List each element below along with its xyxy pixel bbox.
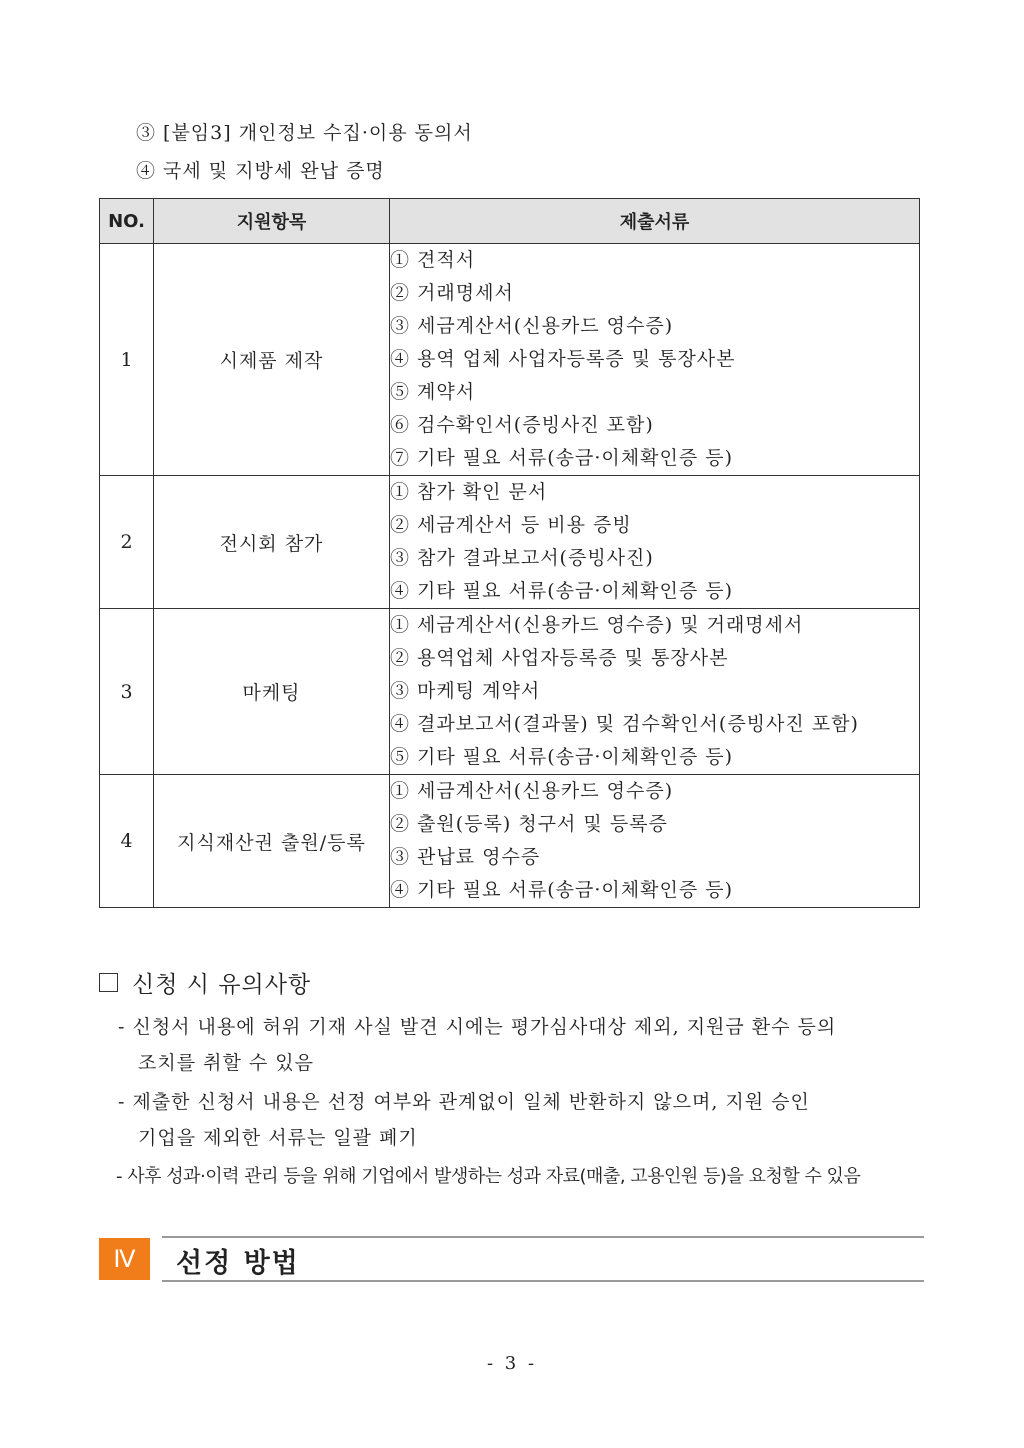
support-item: 지식재산권 출원/등록 <box>154 775 390 908</box>
notice-heading <box>99 966 311 999</box>
section-divider-top <box>162 1236 924 1238</box>
document-item: ② 출원(등록) 청구서 및 등록증 <box>390 813 668 835</box>
notice-bullet-no-return-cont: 기업을 제외한 서류는 일괄 폐기 <box>138 1127 418 1149</box>
document-item: ① 세금계산서(신용카드 영수증) 및 거래명세서 <box>390 614 804 636</box>
header-submission-docs: 제출서류 <box>390 199 920 244</box>
section-title: 선정 방법 <box>176 1248 300 1279</box>
document-list <box>390 476 920 609</box>
document-item: ① 견적서 <box>390 249 476 271</box>
document-item: ⑤ 계약서 <box>390 381 476 403</box>
document-item: ⑤ 기타 필요 서류(송금·이체확인증 등) <box>390 746 733 768</box>
document-item: ③ 마케팅 계약서 <box>390 680 541 702</box>
row-number: 4 <box>100 775 154 908</box>
document-item: ③ 세금계산서(신용카드 영수증) <box>390 315 674 337</box>
row-number: 2 <box>100 476 154 609</box>
document-item: ② 용역업체 사업자등록증 및 통장사본 <box>390 647 729 669</box>
document-item: ③ 참가 결과보고서(증빙사진) <box>390 547 654 569</box>
table-row <box>100 609 920 775</box>
document-item: ① 참가 확인 문서 <box>390 481 548 503</box>
required-documents-table <box>99 198 920 908</box>
notice-bullet-performance-data: - 사후 성과·이력 관리 등을 위해 기업에서 발생하는 성과 자료(매출, 고용인원 등)을 요청할 수 있음 <box>116 1166 861 1187</box>
document-item: ④ 결과보고서(결과물) 및 검수확인서(증빙사진 포함) <box>390 713 859 735</box>
section-divider-bottom <box>162 1280 924 1282</box>
table-row <box>100 775 920 908</box>
document-item: ① 세금계산서(신용카드 영수증) <box>390 780 674 802</box>
page-number: - 3 - <box>486 1353 538 1374</box>
table-row <box>100 476 920 609</box>
document-item: ⑥ 검수확인서(증빙사진 포함) <box>390 414 654 436</box>
header-no: NO. <box>100 199 154 244</box>
intro-item-tax-proof: ④ 국세 및 지방세 완납 증명 <box>136 160 385 182</box>
notice-bullet-false-info-cont: 조치를 취할 수 있음 <box>138 1052 314 1074</box>
section-number-badge: Ⅳ <box>99 1238 150 1280</box>
row-number: 1 <box>100 244 154 476</box>
support-item: 마케팅 <box>154 609 390 775</box>
document-item: ② 거래명세서 <box>390 282 514 304</box>
document-item: ③ 관납료 영수증 <box>390 846 541 868</box>
document-list <box>390 244 920 476</box>
document-list <box>390 775 920 908</box>
document-item: ④ 용역 업체 사업자등록증 및 통장사본 <box>390 348 736 370</box>
notice-bullet-no-return: - 제출한 신청서 내용은 선정 여부와 관계없이 일체 반환하지 않으며, 지원 승인 <box>118 1091 810 1113</box>
document-item: ④ 기타 필요 서류(송금·이체확인증 등) <box>390 580 733 602</box>
document-item: ② 세금계산서 등 비용 증빙 <box>390 514 632 536</box>
support-item: 전시회 참가 <box>154 476 390 609</box>
support-item: 시제품 제작 <box>154 244 390 476</box>
notice-heading-text: 신청 시 유의사항 <box>132 972 312 998</box>
document-list <box>390 609 920 775</box>
table-header-row <box>100 199 920 244</box>
document-item: ④ 기타 필요 서류(송금·이체확인증 등) <box>390 879 733 901</box>
intro-item-consent: ③ [붙임3] 개인정보 수집·이용 동의서 <box>136 122 473 144</box>
row-number: 3 <box>100 609 154 775</box>
checkbox-square-icon <box>99 973 118 992</box>
document-item: ⑦ 기타 필요 서류(송금·이체확인증 등) <box>390 447 733 469</box>
header-support-item: 지원항목 <box>154 199 390 244</box>
notice-bullet-false-info: - 신청서 내용에 허위 기재 사실 발견 시에는 평가심사대상 제외, 지원금 환수 등의 <box>118 1016 837 1038</box>
table-row <box>100 244 920 476</box>
